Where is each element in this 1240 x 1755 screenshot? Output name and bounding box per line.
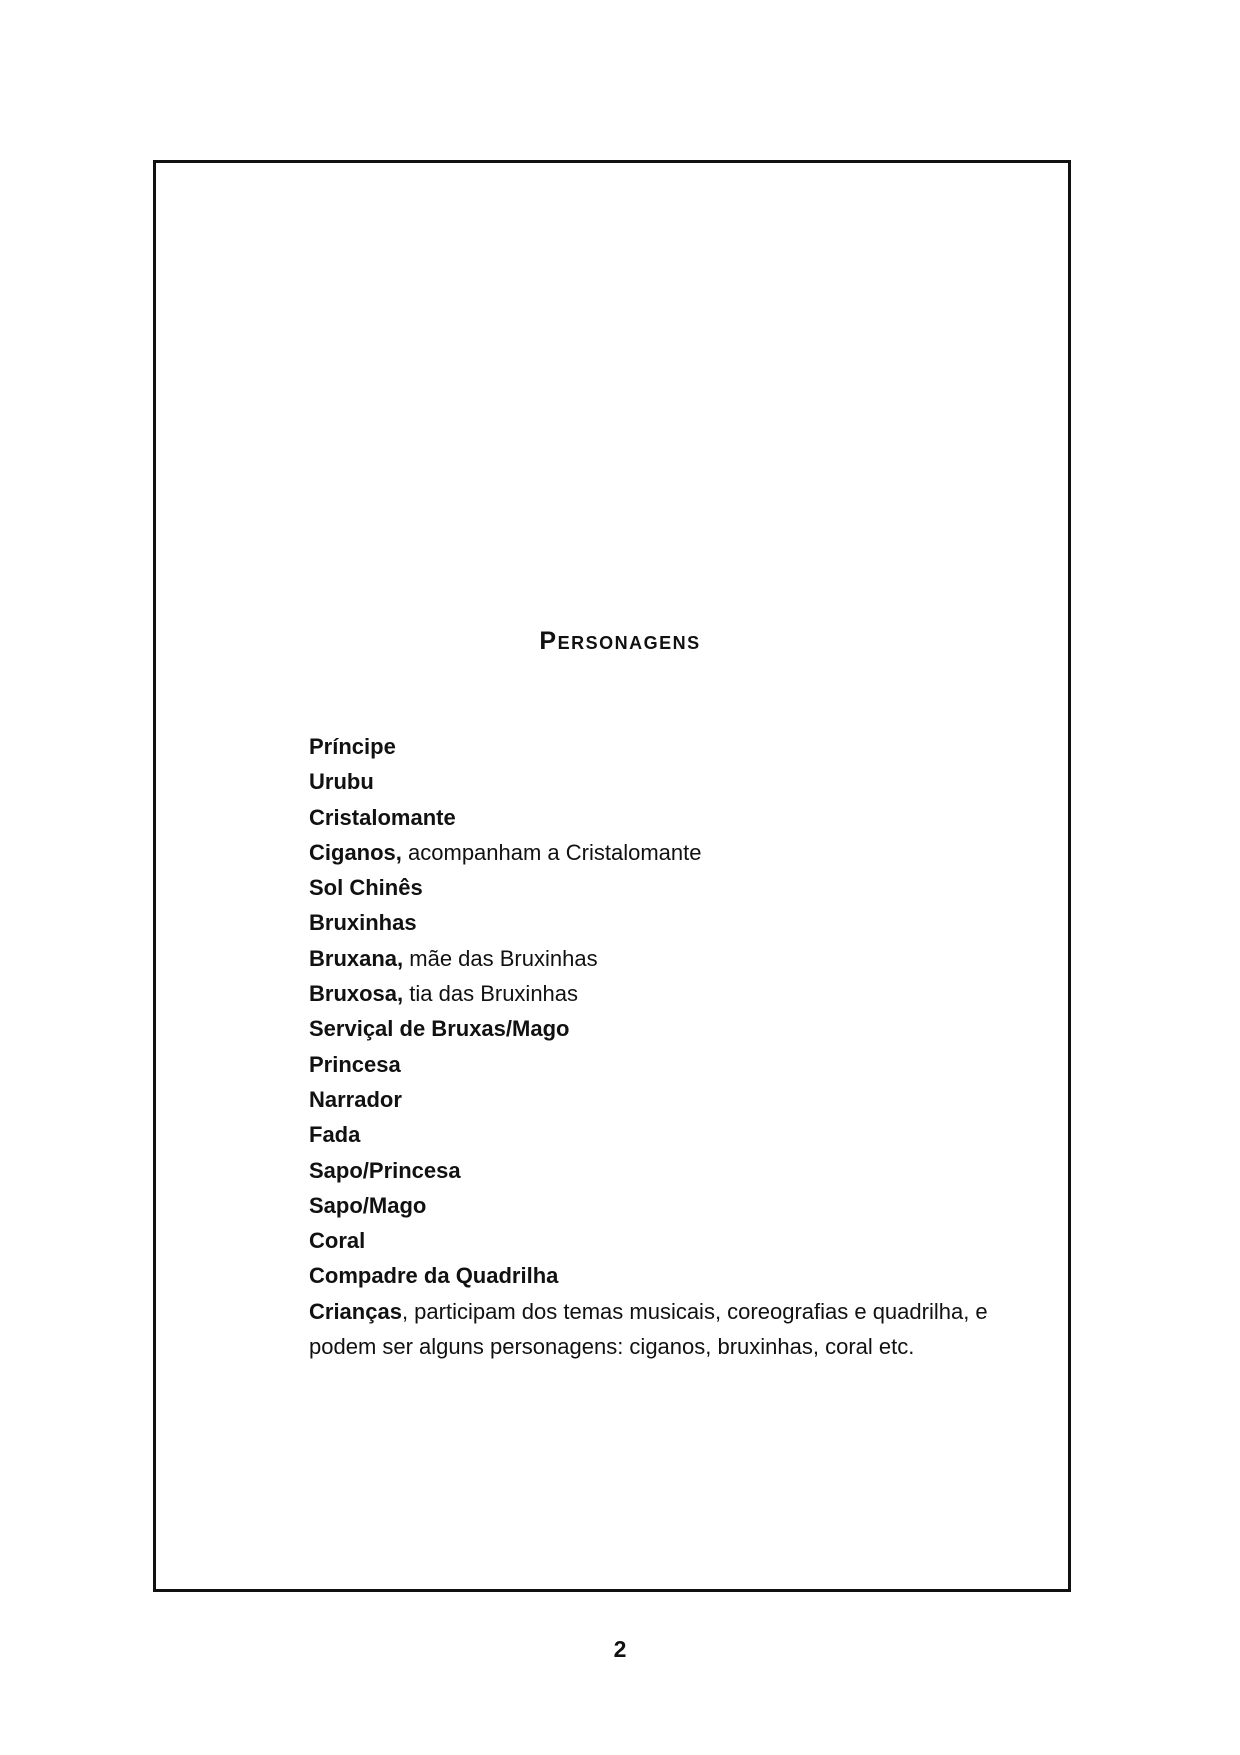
character-name: Compadre da Quadrilha: [309, 1263, 559, 1289]
list-item: [309, 905, 1009, 940]
list-item: [309, 1258, 1009, 1293]
character-list: [309, 729, 1009, 1364]
character-name: Fada: [309, 1122, 361, 1148]
list-item: [309, 1117, 1009, 1152]
character-name: Sapo/Princesa: [309, 1157, 461, 1183]
list-item: [309, 1047, 1009, 1082]
character-name: Príncipe: [309, 734, 396, 759]
character-name: Bruxana,: [309, 945, 404, 971]
page-number: 2: [613, 1636, 627, 1662]
character-name: Bruxinhas: [309, 910, 417, 936]
list-item: [309, 729, 1009, 764]
character-name: Sol Chinês: [309, 875, 423, 901]
character-name: Cristalomante: [309, 804, 456, 830]
character-name: Narrador: [309, 1086, 402, 1112]
character-name: Princesa: [309, 1051, 401, 1077]
character-name: Sapo/Mago: [309, 1192, 427, 1218]
character-name: Urubu: [309, 769, 374, 795]
character-description: acompanham a Cristalomante: [401, 839, 702, 865]
character-name: Coral: [309, 1228, 366, 1254]
list-item: [309, 1294, 1009, 1365]
character-name: Serviçal de Bruxas/Mago: [309, 1016, 570, 1042]
list-item: [309, 1011, 1009, 1046]
character-description: mãe das Bruxinhas: [403, 945, 598, 971]
character-name: Crianças: [309, 1298, 402, 1324]
list-item: [309, 764, 1009, 799]
list-item: [309, 835, 1009, 870]
page-title: Personagens: [539, 627, 701, 655]
list-item: [309, 941, 1009, 976]
character-description: tia das Bruxinhas: [403, 981, 579, 1007]
list-item: [309, 1082, 1009, 1117]
list-item: [309, 870, 1009, 905]
list-item: [309, 800, 1009, 835]
character-name: Ciganos,: [309, 839, 402, 865]
character-description: , participam dos temas musicais, coreografias e quadrilha, e podem ser alguns personagens: ciganos, bruxinhas, coral etc.: [309, 1298, 988, 1360]
character-name: Bruxosa,: [309, 981, 404, 1007]
list-item: [309, 1223, 1009, 1258]
list-item: [309, 1188, 1009, 1223]
list-item: [309, 976, 1009, 1011]
list-item: [309, 1153, 1009, 1188]
